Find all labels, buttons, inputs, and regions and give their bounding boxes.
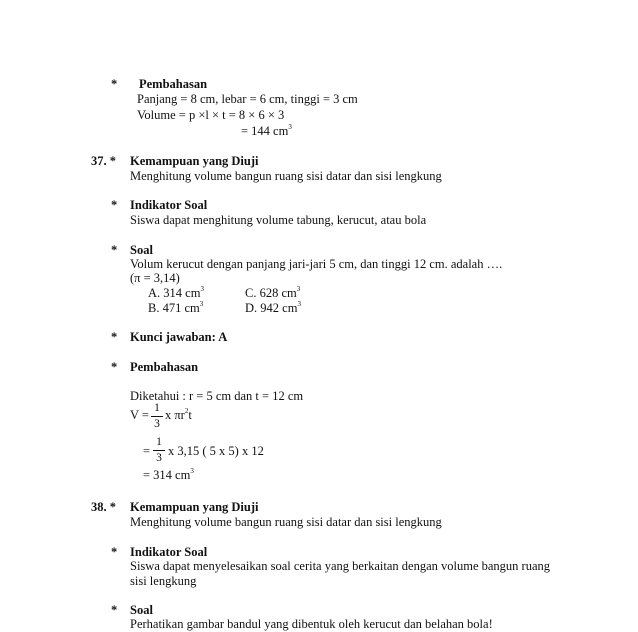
soal-text: Volum kerucut dengan panjang jari-jari 5 cm, dan tinggi 12 cm. adalah …. <box>130 257 503 271</box>
indikator-text: Siswa dapat menghitung volume tabung, kerucut, atau bola <box>130 213 427 227</box>
fraction-numerator: 1 <box>154 402 160 414</box>
pi-value: (π = 3,14) <box>130 271 180 285</box>
fraction-numerator: 1 <box>156 436 162 448</box>
diketahui-line: Diketahui : r = 5 cm dan t = 12 cm <box>130 389 304 403</box>
fraction-one-third <box>153 436 165 465</box>
soal-heading: Soal <box>130 603 153 617</box>
formula-v-prefix: V = <box>130 408 149 422</box>
kemampuan-heading: Kemampuan yang Diuji <box>130 500 259 514</box>
option-d: D. 942 $cm^3$ <box>245 300 301 315</box>
bullet: * <box>111 603 118 617</box>
fraction-one-third <box>151 402 163 431</box>
question-number-38: 38. * <box>91 500 116 514</box>
formula-step2-suffix: x 3,15 ( 5 x 5) x 12 <box>168 444 264 458</box>
indikator-text-line1: Siswa dapat menyelesaikan soal cerita yang berkaitan dengan volume bangun ruang <box>130 559 550 573</box>
kemampuan-heading: Kemampuan yang Diuji <box>130 154 259 168</box>
bullet: * <box>111 198 118 212</box>
bullet: * <box>111 243 118 257</box>
option-c: C. 628 $cm^3$ <box>245 285 301 300</box>
formula-step3: = 314 $cm^3$ <box>143 467 194 482</box>
section-heading-pembahasan: Pembahasan <box>139 77 208 91</box>
soal-heading: Soal <box>130 243 153 257</box>
kemampuan-text: Menghitung volume bangun ruang sisi datar dan sisi lengkung <box>130 515 442 529</box>
indikator-heading: Indikator Soal <box>130 545 208 559</box>
option-a: A. 314 $cm^3$ <box>148 285 204 300</box>
option-b: B. 471 $cm^3$ <box>148 300 204 315</box>
bullet: * <box>111 330 118 344</box>
question-number-37: 37. * <box>91 154 116 168</box>
fraction-denominator: 3 <box>156 452 162 464</box>
dimension-line: Panjang = 8 cm, lebar = 6 cm, tinggi = 3 cm <box>137 92 358 106</box>
volume-formula: Volume = p ×l × t = 8 × 6 × 3 <box>137 108 285 122</box>
fraction-bar <box>153 450 165 451</box>
formula-step2-prefix: = <box>143 444 151 458</box>
indikator-text-line2: sisi lengkung <box>130 574 197 588</box>
pembahasan-heading: Pembahasan <box>130 360 199 374</box>
bullet: * <box>111 77 118 91</box>
indikator-heading: Indikator Soal <box>130 198 208 212</box>
bullet: * <box>111 545 118 559</box>
kemampuan-text: Menghitung volume bangun ruang sisi datar dan sisi lengkung <box>130 169 442 183</box>
formula-v-suffix: x $\pi r^2t$ <box>165 407 192 422</box>
fraction-denominator: 3 <box>154 418 160 430</box>
volume-result: = 144 $cm^3$ <box>241 123 292 138</box>
bullet: * <box>111 360 118 374</box>
soal-text: Perhatikan gambar bandul yang dibentuk oleh kerucut dan belahan bola! <box>130 617 493 631</box>
fraction-bar <box>151 416 163 417</box>
answer-key: Kunci jawaban: A <box>130 330 228 344</box>
